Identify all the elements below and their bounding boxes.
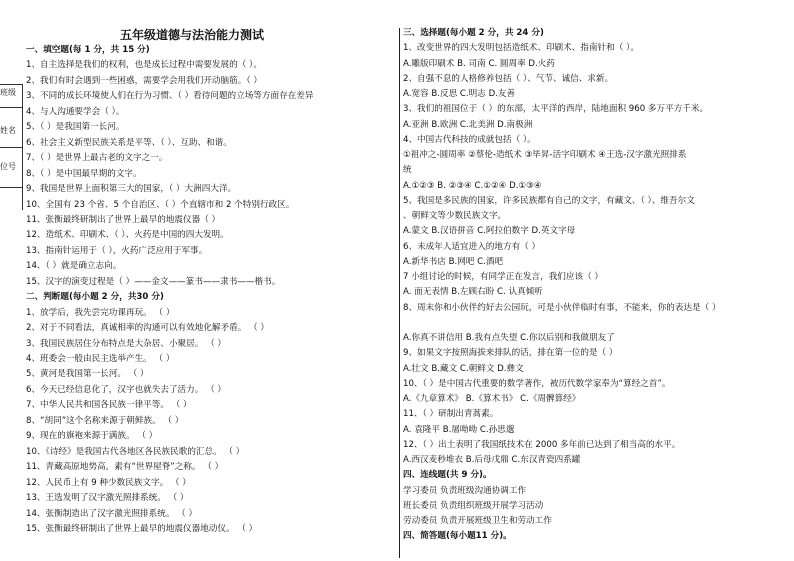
question-line: 8、“胡同”这个名称来源于朝鲜族。 （ ） — [26, 415, 184, 426]
divider — [0, 107, 22, 108]
question-line: A.《九章算术》 B.《算术书》 C.《周髀算经》 — [403, 394, 581, 404]
question-line: 15、张衡最终研制出了世界上最早的地震仪器地动仪。 （ ） — [26, 523, 258, 534]
question-line: 4、中国古代科技的成就包括（ ）。 — [403, 134, 536, 145]
question-line: 12、人民币上有 9 种少数民族文字。 （ ） — [26, 477, 191, 488]
question-line: 2、自强不息的人格修养包括（ ）、气节、诚信、求新。 — [403, 73, 614, 84]
question-line: 10、（ ）是中国古代重要的数学著作，被历代数学家奉为“算经之首”。 — [403, 378, 671, 389]
question-line: 5、（ ）是我国第一长河。 — [26, 122, 125, 133]
section-heading: 三、选择题(每小题 2 分，共 24 分) — [403, 28, 544, 38]
student-info-sidebar — [0, 84, 23, 210]
question-line: 7 小组讨论的时候，有同学正在发言，我们应该（ ） — [403, 272, 603, 282]
question-line: 13、指南针运用于（ ），火药广泛应用于军事。 — [26, 245, 208, 256]
question-line: A.雕版印刷术 B. 司南 C. 圆周率 D.火药 — [403, 58, 555, 69]
question-line: 6、今天已经信息化了，汉字也就失去了活力。 （ ） — [26, 384, 226, 395]
question-line: 1、放学后，我先尝完功课再玩。 （ ） — [26, 307, 175, 318]
question-line: 12、（ ）出土表明了我国纸技术在 2000 多年前已达到了相当高的水平。 — [403, 439, 681, 450]
question-line: 1、改变世界的四大发明包括造纸术、印刷术、指南针和（ ）。 — [403, 43, 639, 54]
question-line: 9、如果文字按照海拔来排队的话，排在第一位的是（ ） — [403, 348, 618, 359]
question-line: 11、青藏高原地势高，素有“世界屋脊”之称。 （ ） — [26, 462, 224, 473]
question-line: 10、《诗经》是我国古代各地区各民族民歌的汇总。 （ ） — [26, 446, 245, 457]
section-heading: 一、填空题(每 1 分，共 15 分) — [26, 45, 150, 55]
question-line: 班长委员 负责组织班级开展学习活动 — [403, 500, 544, 511]
question-line: 8、（ ）是中国最早期的文字。 — [26, 168, 142, 179]
question-line: 5、我国是多民族的国家，许多民族都有自己的文字，有藏文、（ ）、维吾尔文 — [403, 195, 695, 206]
question-line: 9、我国是世界上面积第三大的国家，（ ）大洲四大洋。 — [26, 184, 237, 195]
question-line: 统 — [403, 165, 412, 176]
section-heading: 四、连线题(共 9 分)。 — [403, 470, 492, 481]
question-line: 11、（ ）研制出青蒿素。 — [403, 409, 499, 420]
question-line: A. 袁隆平 B.屠呦呦 C.孙思邈 — [403, 424, 515, 435]
question-line: 11、张衡最终研制出了世界上最早的地震仪器（ ） — [26, 214, 221, 225]
question-line: A.你真不讲信用 B.我有点失望 C.你以后别和我做朋友了 — [403, 333, 615, 343]
question-line: 3、不同的成长环境使人们在行为习惯、（ ）看待问题的立场等方面存在差异 — [26, 91, 314, 102]
question-line: A.蒙文 B.汉语拼音 C.阿拉伯数字 D.英文字母 — [403, 226, 576, 237]
question-line: A.西汉麦秒堆衣 B.后母戊鼎 C.东汉青瓷四系罐 — [403, 455, 581, 465]
column-divider — [399, 28, 400, 558]
question-line: 8、周末你和小伙伴约好去公园玩，可是小伙伴临时有事，不能来，你的表达是（ ） — [403, 302, 721, 313]
question-line: 5、黄河是我国第一长河。 （ ） — [26, 369, 149, 380]
question-line: 6、未成年人适宜进入的地方有（ ） — [403, 241, 541, 252]
page-title: 五年级道德与法治能力测试 — [120, 28, 265, 42]
question-line: 13、王选发明了汉字激光照排系统。 （ ） — [26, 493, 189, 504]
question-line: 14、（ ）就是确立志向。 — [26, 261, 122, 272]
question-line: A.新华书店 B.网吧 C.酒吧 — [403, 256, 504, 267]
question-line: A.宽容 B.反思 C.明志 D.友善 — [403, 89, 516, 99]
class-label: 班级 — [0, 88, 16, 97]
section-heading: 四、简答题(每小题11 分)。 — [403, 531, 512, 542]
question-line: 劳动委员 负责开展班级卫生和劳动工作 — [403, 516, 552, 526]
question-line: ①祖冲之-圆周率 ②蔡伦-造纸术 ③毕昇-活字印刷术 ④王选-汉字激光照排系 — [403, 150, 687, 160]
question-line: 7、中华人民共和国各民族一律平等。 （ ） — [26, 400, 192, 411]
question-line: 10、全国有 23 个省、5 个自治区、（ ）个直辖市和 2 个特别行政区。 — [26, 199, 295, 210]
question-line: 12、造纸术、印刷术、（ ）、火药是中国的四大发明。 — [26, 230, 229, 241]
question-line: A. 面无表情 B.左顾右盼 C. 认真倾听 — [403, 287, 543, 298]
seat-label: 位号 — [0, 162, 16, 171]
section-heading: 二、判断题(每小题 2 分，共30 分) — [26, 292, 164, 303]
question-line: 学习委员 负责班级沟通协调工作 — [403, 485, 527, 496]
question-line: 4、与人沟通要学会（ ）。 — [26, 106, 125, 117]
question-line: 14、张衡制造出了汉字激光照排系统。 （ ） — [26, 508, 198, 519]
question-line: A.①②③ B. ②③④ C.①②④ D.①③④ — [403, 180, 542, 191]
question-line: 6、社会主义新型民族关系是平等、（ ）、互助、和谐。 — [26, 137, 232, 148]
question-line: 2、对于不同看法，真诚相率的沟通可以有效地化解矛盾。 （ ） — [26, 323, 269, 334]
divider — [0, 147, 22, 148]
question-line: 2、我们有时会遇到一些困惑，需要学会用我们开动脑筋。（ ） — [26, 75, 262, 86]
question-line: 、朝鲜文等少数民族文字。 — [403, 211, 507, 221]
question-line: 4、班委会一般由民主选举产生。 （ ） — [26, 354, 175, 364]
divider — [0, 187, 22, 188]
question-line: 9、现在的旗袍来源于满族。 （ ） — [26, 431, 158, 442]
question-line: A.壮文 B.藏文 C.朝鲜文 D.彝文 — [403, 363, 524, 374]
question-line: A.亚洲 B.欧洲 C.北美洲 D.南极洲 — [403, 119, 533, 130]
question-line: 7、（ ）是世界上最古老的文字之一。 — [26, 153, 168, 164]
name-label: 姓名 — [0, 126, 16, 135]
question-line: 1、自主选择是我们的权利，也是成长过程中需要发展的（ ）。 — [26, 60, 262, 71]
question-line: 15、汉字的演变过程是（ ）——金文——篆书——隶书——楷书。 — [26, 276, 281, 287]
question-line: 3、我国民族居住分布特点是大杂居、小聚居。 （ ） — [26, 338, 226, 349]
question-line: 3、我们的祖国位于（ ）的东部，太平洋的西岸，陆地面积 960 多万平方千米。 — [403, 104, 709, 115]
